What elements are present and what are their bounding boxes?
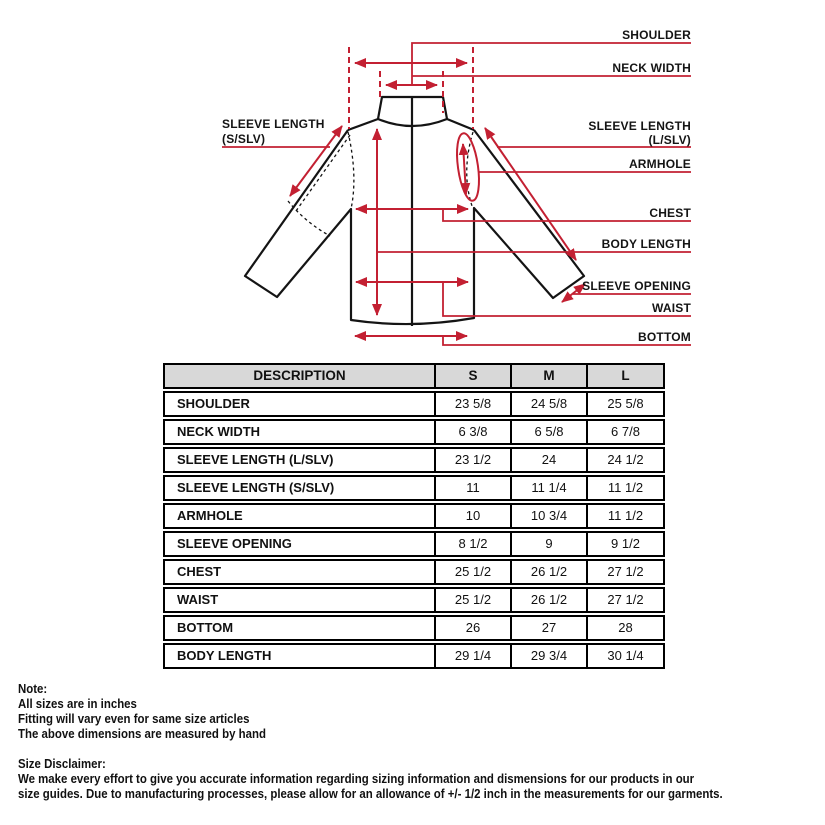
- value-m: 24: [510, 449, 586, 471]
- label-armhole: ARMHOLE: [628, 157, 691, 171]
- note-line: All sizes are in inches: [18, 696, 137, 711]
- col-header-description: DESCRIPTION: [253, 368, 346, 383]
- row-label: SHOULDER: [177, 396, 250, 411]
- spacer: [18, 741, 810, 756]
- table-row: [163, 643, 665, 669]
- jacket-diagram-svg: [0, 0, 825, 358]
- value-m: 9: [510, 533, 586, 555]
- size-table: [163, 363, 665, 671]
- value-l: 24 1/2: [586, 449, 663, 471]
- row-label: SLEEVE LENGTH (L/SLV): [177, 452, 334, 467]
- value-s: 25 1/2: [434, 561, 510, 583]
- note-line: The above dimensions are measured by hand: [18, 726, 266, 741]
- value-s: 23 1/2: [434, 449, 510, 471]
- value-l: 9 1/2: [586, 533, 663, 555]
- value-l: 27 1/2: [586, 589, 663, 611]
- value-s: 8 1/2: [434, 533, 510, 555]
- value-s: 23 5/8: [434, 393, 510, 415]
- value-l: 11 1/2: [586, 505, 663, 527]
- value-m: 24 5/8: [510, 393, 586, 415]
- value-l: 6 7/8: [586, 421, 663, 443]
- label-shoulder: SHOULDER: [622, 28, 691, 42]
- label-sleeve-sslv-1: SLEEVE LENGTH: [222, 117, 325, 131]
- row-label: BODY LENGTH: [177, 648, 272, 663]
- col-header-m: M: [510, 365, 586, 387]
- label-sleeve-lslv-2: (L/SLV): [648, 133, 691, 147]
- table-row: [163, 587, 665, 613]
- value-m: 26 1/2: [510, 561, 586, 583]
- value-m: 10 3/4: [510, 505, 586, 527]
- row-label: ARMHOLE: [177, 508, 243, 523]
- value-s: 11: [434, 477, 510, 499]
- value-s: 25 1/2: [434, 589, 510, 611]
- col-header-s: S: [434, 365, 510, 387]
- value-s: 26: [434, 617, 510, 639]
- note-line: Fitting will vary even for same size articles: [18, 711, 250, 726]
- row-label: SLEEVE LENGTH (S/SLV): [177, 480, 335, 495]
- label-neck-width: NECK WIDTH: [612, 61, 691, 75]
- row-label: NECK WIDTH: [177, 424, 261, 439]
- table-row: [163, 531, 665, 557]
- value-l: 27 1/2: [586, 561, 663, 583]
- value-m: 26 1/2: [510, 589, 586, 611]
- value-s: 10: [434, 505, 510, 527]
- sleeve-length-sslv-arrow: [290, 126, 342, 196]
- note-title: Note:: [18, 681, 48, 696]
- table-row: [163, 391, 665, 417]
- left-armhole-seam: [348, 132, 354, 209]
- value-l: 30 1/4: [586, 645, 663, 667]
- row-label: WAIST: [177, 592, 219, 607]
- value-s: 29 1/4: [434, 645, 510, 667]
- measure-arrows: [290, 63, 585, 336]
- label-body-length: BODY LENGTH: [601, 237, 691, 251]
- notes-section: [18, 681, 810, 801]
- jacket-outline: [245, 97, 584, 326]
- value-l: 28: [586, 617, 663, 639]
- label-sleeve-opening: SLEEVE OPENING: [582, 279, 691, 293]
- row-label: SLEEVE OPENING: [177, 536, 292, 551]
- disclaimer-title: Size Disclaimer:: [18, 756, 106, 771]
- label-bottom: BOTTOM: [638, 330, 691, 344]
- table-row: [163, 615, 665, 641]
- value-m: 29 3/4: [510, 645, 586, 667]
- row-label: BOTTOM: [177, 620, 234, 635]
- disclaimer-line: size guides. Due to manufacturing processes, please allow for an allowance of +/- 1/2 inch in the measurements for our garments.: [18, 786, 723, 801]
- table-header-row: [163, 363, 665, 389]
- table-row: [163, 503, 665, 529]
- table-row: [163, 559, 665, 585]
- label-sleeve-sslv-2: (S/SLV): [222, 132, 266, 146]
- armhole-arrow: [463, 144, 466, 194]
- value-l: 11 1/2: [586, 477, 663, 499]
- value-l: 25 5/8: [586, 393, 663, 415]
- table-row: [163, 419, 665, 445]
- label-waist: WAIST: [652, 301, 691, 315]
- row-label: CHEST: [177, 564, 222, 579]
- col-header-l: L: [586, 365, 663, 387]
- garment-measurement-diagram: [0, 0, 825, 358]
- table-row: [163, 475, 665, 501]
- value-s: 6 3/8: [434, 421, 510, 443]
- value-m: 6 5/8: [510, 421, 586, 443]
- value-m: 11 1/4: [510, 477, 586, 499]
- label-chest: CHEST: [649, 206, 691, 220]
- value-m: 27: [510, 617, 586, 639]
- disclaimer-line: We make every effort to give you accurate information regarding sizing information and dismensions for our products in our: [18, 771, 695, 786]
- table-row: [163, 447, 665, 473]
- label-sleeve-lslv-1: SLEEVE LENGTH: [588, 119, 691, 133]
